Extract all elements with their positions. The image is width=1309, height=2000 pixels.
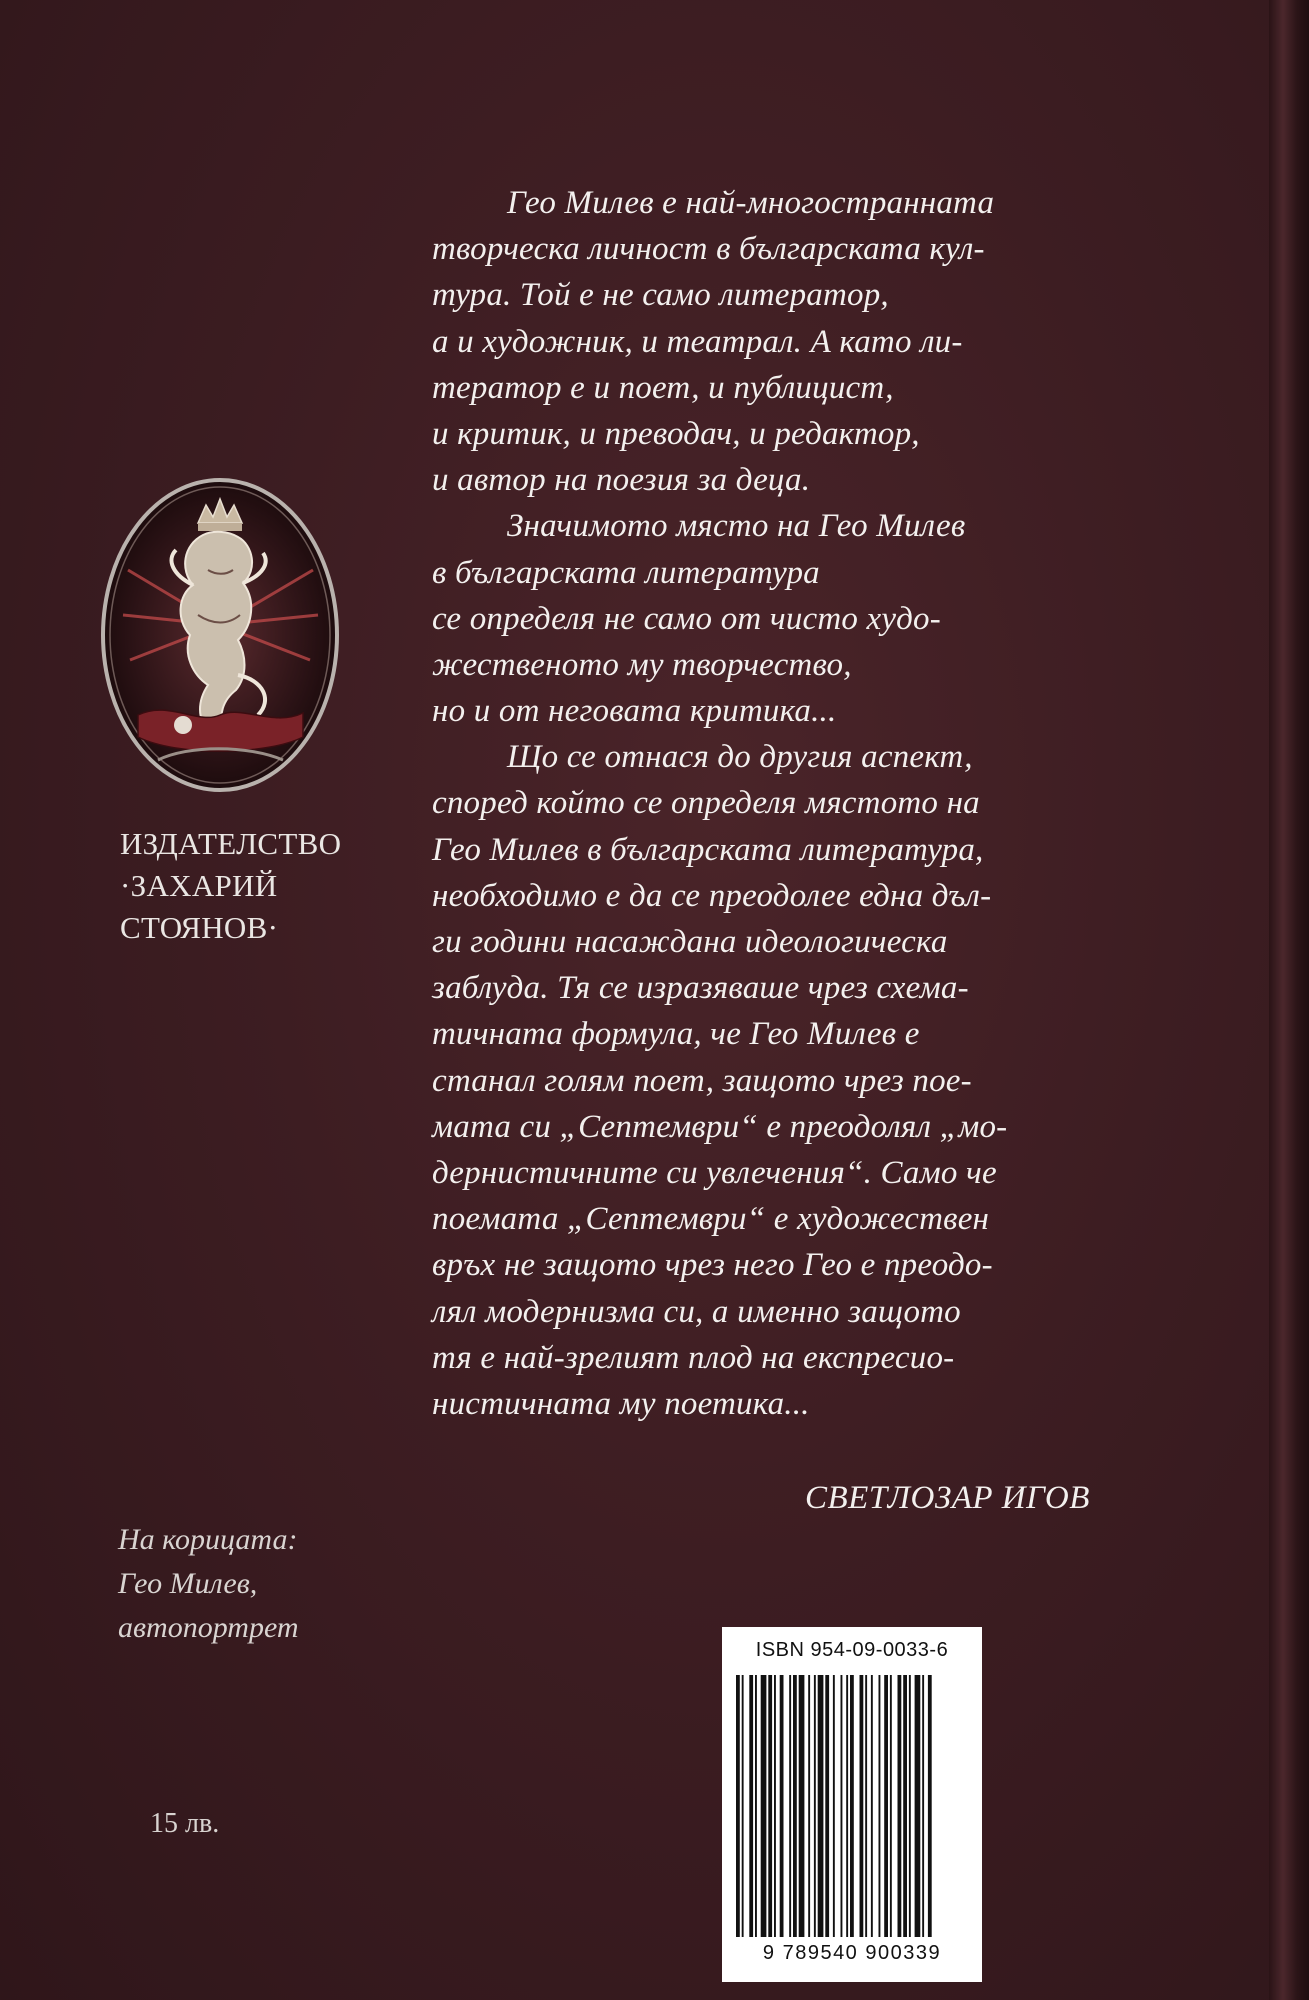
- book-spine-edge: [1269, 0, 1309, 2000]
- blurb-line: необходимо е да се преодолее една дъл-: [432, 877, 992, 914]
- blurb-line: заблуда. Тя се изразяваше чрез схема-: [432, 970, 969, 1007]
- blurb-line: тура. Той е не само литератор,: [432, 277, 889, 314]
- blurb-line: творческа личност в българската кул-: [432, 231, 985, 268]
- barcode-bar: [736, 1675, 740, 1937]
- barcode-bar: [846, 1675, 848, 1937]
- blurb-line: тичната формула, че Гео Милев е: [432, 1016, 920, 1053]
- barcode-bar: [841, 1675, 843, 1937]
- publisher-line: СТОЯНОВ·: [120, 910, 279, 945]
- barcode-bar: [903, 1675, 907, 1937]
- isbn-barcode: [722, 1627, 982, 1982]
- blurb-line: поемата „Септември“ е художествен: [432, 1201, 990, 1238]
- blurb-line: тя е най-зрелият плод на експресио-: [432, 1339, 955, 1376]
- barcode-bar: [871, 1675, 873, 1937]
- blurb-line: лял модернизма си, а именно защото: [432, 1293, 961, 1330]
- blurb-line: Значимото място на Гео Милев: [507, 508, 966, 545]
- blurb-author: СВЕТЛОЗАР ИГОВ: [805, 1480, 1090, 1516]
- barcode-bar: [879, 1675, 881, 1937]
- barcode-bar: [808, 1675, 810, 1937]
- publisher-line: ИЗДАТЕЛСТВО: [120, 826, 342, 861]
- barcode-bar: [818, 1675, 824, 1937]
- blurb-line: Гео Милев в българската литература,: [432, 831, 984, 868]
- blurb-line: Гео Милев е най-многостранната: [507, 185, 995, 221]
- barcode-bars: [736, 1675, 968, 1937]
- lion-crest-emblem-icon: [98, 475, 343, 795]
- blurb-line: и критик, и преводач, и редактор,: [432, 415, 920, 452]
- blurb-line: но и от неговата критика...: [432, 693, 837, 730]
- price-label: 15 лв.: [150, 1808, 220, 1839]
- barcode-bar: [814, 1675, 816, 1937]
- cover-credit-line: Гео Милев,: [118, 1567, 258, 1600]
- barcode-bar: [793, 1675, 797, 1937]
- blurb-line: ги години насаждана идеологическа: [432, 924, 948, 960]
- blurb-line: а и художник, и театрал. А като ли-: [432, 323, 963, 360]
- barcode-bar: [799, 1675, 805, 1937]
- barcode-bar: [898, 1675, 902, 1937]
- cover-credit-line: На корицата:: [118, 1523, 298, 1556]
- blurb-line: Що се отнася до другия аспект,: [507, 739, 973, 776]
- blurb-line: връх не защото чрез него Гео е преодо-: [432, 1247, 993, 1284]
- blurb-line: мата си „Септември“ е преодолял „мо-: [432, 1108, 1008, 1145]
- blurb-line: нистичната му поетика...: [432, 1385, 810, 1422]
- blurb-text: [432, 180, 1172, 1427]
- barcode-bar: [884, 1675, 888, 1937]
- barcode-bar: [774, 1675, 776, 1937]
- publisher-line: ·ЗАХАРИЙ: [120, 868, 278, 903]
- barcode-bar: [860, 1675, 864, 1937]
- publisher-name: [120, 823, 341, 949]
- blurb-line: според който се определя мястото на: [432, 785, 980, 822]
- barcode-bar: [922, 1675, 924, 1937]
- barcode-bar: [833, 1675, 835, 1937]
- barcode-bar: [915, 1675, 921, 1937]
- barcode-bar: [742, 1675, 744, 1937]
- barcode-bar: [890, 1675, 892, 1937]
- barcode-bar: [928, 1675, 932, 1937]
- blurb-line: и автор на поезия за деца.: [432, 462, 811, 499]
- barcode-bar: [865, 1675, 867, 1937]
- barcode-bar: [909, 1675, 911, 1937]
- blurb-line: в българската литература: [432, 554, 820, 591]
- barcode-bar: [789, 1675, 791, 1937]
- barcode-bar: [761, 1675, 767, 1937]
- cover-credit-line: автопортрет: [118, 1611, 299, 1644]
- barcode-bar: [768, 1675, 772, 1937]
- blurb-line: се определя не само от чисто худо-: [432, 600, 941, 637]
- barcode-bar: [749, 1675, 753, 1937]
- barcode-bar: [755, 1675, 757, 1937]
- blurb-line: станал голям поет, защото чрез пое-: [432, 1062, 972, 1099]
- barcode-digits: 9 789540 900339: [762, 1942, 942, 1964]
- isbn-number: ISBN 954-09-0033-6: [755, 1639, 949, 1661]
- blurb-line: жественото му творчество,: [432, 646, 852, 683]
- blurb-line: тератор е и поет, и публицист,: [432, 369, 894, 406]
- blurb-line: дернистичните си увлечения“. Само че: [432, 1154, 997, 1191]
- barcode-bar: [780, 1675, 784, 1937]
- cover-credit-note: [118, 1518, 299, 1650]
- barcode-bar: [850, 1675, 854, 1937]
- barcode-bar: [825, 1675, 829, 1937]
